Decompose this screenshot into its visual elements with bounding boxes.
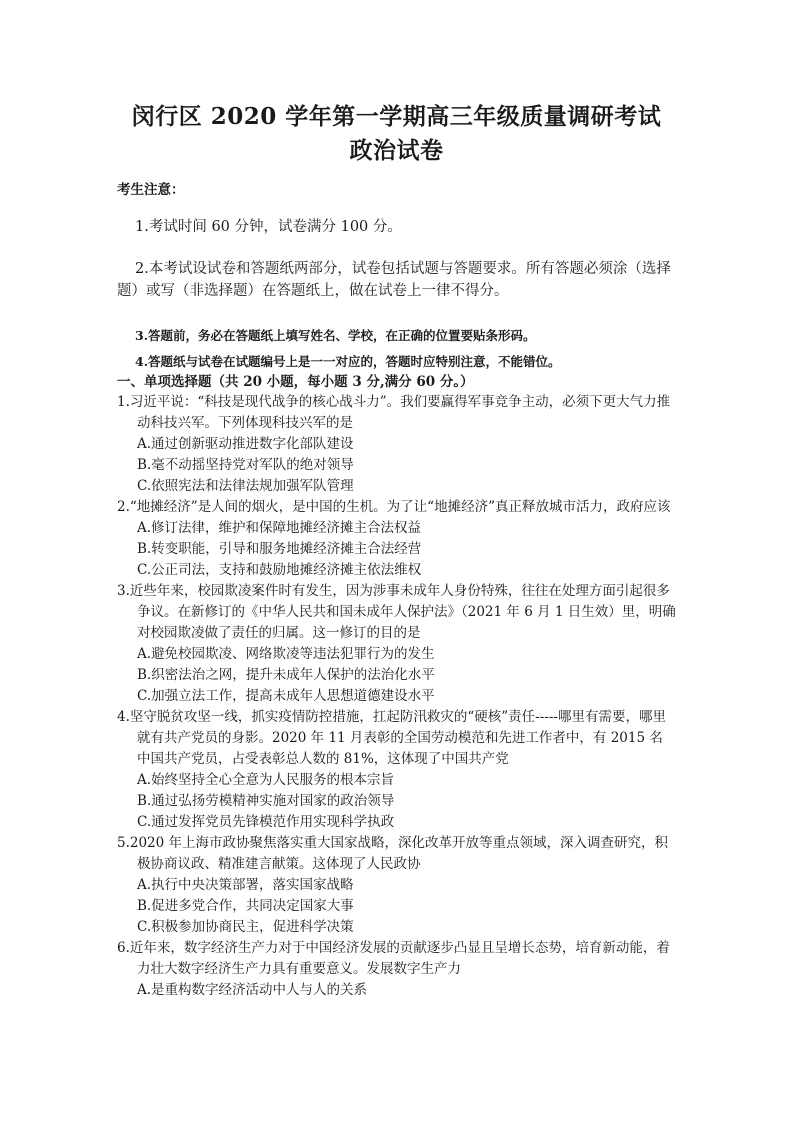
question-stem: 1.习近平说：“科技是现代战争的核心战斗力”。我们要赢得军事竞争主动，必须下更大气力推动科技兴军。下列体现科技兴军的是: [117, 394, 671, 431]
question-option: A.通过创新驱动推进数字化部队建设: [137, 436, 354, 452]
question-stem: 6.近年来，数字经济生产力对于中国经济发展的贡献逐步凸显且呈增长态势，培育新动能，着力壮大数字经济生产力具有重要意义。发展数字生产力: [117, 940, 670, 977]
question-option: B.促进多党合作，共同决定国家大事: [137, 898, 354, 914]
section-heading: 一、单项选择题（共 20 小题，每小题 3 分,满分 60 分。）: [117, 374, 474, 390]
question-item: [117, 707, 676, 833]
notice-heading: 考生注意：: [117, 182, 185, 198]
question-item: [117, 833, 676, 938]
question-option: C.加强立法工作，提高未成年人思想道德建设水平: [137, 688, 435, 704]
exam-title: 闵行区 2020 学年第一学期高三年级质量调研考试: [131, 103, 662, 130]
question-option: A.修订法律，维护和保障地摊经济摊主合法权益: [137, 520, 422, 536]
notice-item: 3.答题前，务必在答题纸上填写姓名、学校，在正确的位置要贴条形码。: [135, 328, 536, 343]
question-stem: 5.2020 年上海市政协聚焦落实重大国家战略，深化改革开放等重点领域，深入调查研究，积极协商议政、精准建言献策。这体现了人民政协: [117, 835, 669, 872]
question-option: B.转变职能，引导和服务地摊经济摊主合法经营: [137, 541, 422, 557]
notice-item: 2.本考试设试卷和答题纸两部分，试卷包括试题与答题要求。所有答题必须涂（选择题）或写（非选择题）在答题纸上，做在试卷上一律不得分。: [117, 261, 671, 299]
question-option: C.通过发挥党员先锋模范作用实现科学执政: [137, 814, 395, 830]
question-item: [117, 938, 676, 1001]
question-stem: 3.近些年来，校园欺凌案件时有发生，因为涉事未成年人身份特殊，往往在处理方面引起很多争议。在新修订的《中华人民共和国未成年人保护法》（2021 年 6 月 1 日生效）里，明确对校园欺凌做了责任的归属。这一修订的目的是: [117, 583, 676, 641]
question-stem: 4.坚守脱贫攻坚一线，抓实疫情防控措施，扛起防汛救灾的“硬核”责任-----哪里有需要，哪里就有共产党员的身影。2020 年 11 月表彰的全国劳动模范和先进工作者中，有 2015 名中国共产党员，占受表彰总人数的 81%，这体现了中国共产党: [117, 709, 666, 767]
question-option: B.毫不动摇坚持党对军队的绝对领导: [137, 457, 354, 473]
question-list: [117, 392, 676, 1001]
question-option: A.避免校园欺凌、网络欺凌等违法犯罪行为的发生: [137, 646, 435, 662]
question-item: [117, 497, 676, 581]
question-option: C.公正司法，支持和鼓励地摊经济摊主依法维权: [137, 562, 422, 578]
question-option: C.积极参加协商民主，促进科学决策: [137, 919, 354, 935]
question-stem: 2.“地摊经济”是人间的烟火，是中国的生机。为了让“地摊经济”真正释放城市活力，政府应该: [117, 499, 671, 515]
exam-subtitle: 政治试卷: [349, 137, 444, 164]
question-option: A.始终坚持全心全意为人民服务的根本宗旨: [137, 772, 395, 788]
notice-item: 4.答题纸与试卷在试题编号上是一一对应的，答题时应特别注意，不能错位。: [135, 354, 561, 369]
question-option: C.依照宪法和法律法规加强军队管理: [137, 478, 354, 494]
question-item: [117, 581, 676, 707]
notice-item: 1.考试时间 60 分钟，试卷满分 100 分。: [135, 219, 402, 235]
question-option: A.是重构数字经济活动中人与人的关系: [137, 982, 368, 998]
question-option: A.执行中央决策部署，落实国家战略: [137, 877, 354, 893]
question-option: B.织密法治之网，提升未成年人保护的法治化水平: [137, 667, 435, 683]
question-item: [117, 392, 676, 497]
question-option: B.通过弘扬劳模精神实施对国家的政治领导: [137, 793, 395, 809]
